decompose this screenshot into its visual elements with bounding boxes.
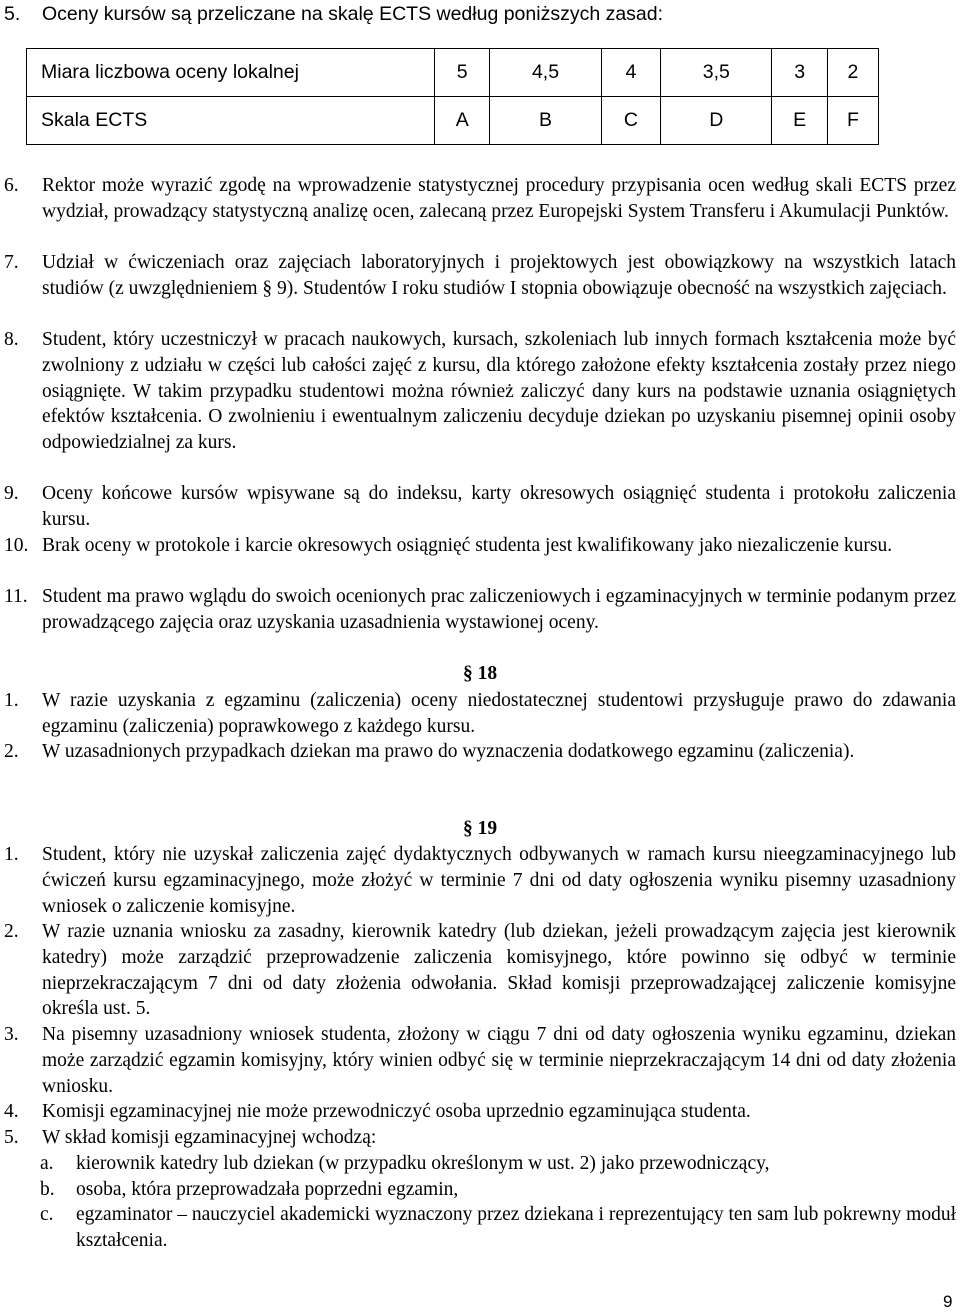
subitem-letter: a.: [40, 1153, 54, 1174]
table-cell: E: [772, 97, 827, 145]
s19-item-4: [4, 1099, 956, 1125]
item-number: 5.: [4, 3, 21, 25]
item-number: 2.: [4, 921, 19, 942]
s19-subitem-a: [40, 1151, 956, 1177]
s18-item-1: [4, 688, 956, 740]
table-row-label: Skala ECTS: [27, 97, 435, 145]
item-text: Udział w ćwiczeniach oraz zajęciach laboratoryjnych i projektowych jest obowiązkowy na wszystkich latach studiów (z uwzględnieniem § 9). Studentów I roku studiów I stopnia obowiązuje obecność na wszystkich zajęciach.: [42, 252, 956, 299]
item-number: 9.: [4, 483, 19, 504]
table-cell: C: [601, 97, 661, 145]
item-text: Oceny końcowe kursów wpisywane są do indeksu, karty okresowych osiągnięć studenta i protokołu zaliczenia kursu.: [42, 483, 956, 530]
s19-item-3: [4, 1022, 956, 1099]
table-cell: D: [661, 97, 772, 145]
item-number: 10.: [4, 535, 29, 556]
table-cell: B: [490, 97, 601, 145]
subitem-letter: b.: [40, 1179, 55, 1200]
item-text: Student, który nie uzyskał zaliczenia zajęć dydaktycznych odbywanych w ramach kursu nieegzaminacyjnego lub ćwiczeń kursu egzaminacyjnego, może złożyć w terminie 7 dni od daty ogłoszenia wyniku pisemny uzasadniony wniosek o zaliczenie komisyjne.: [42, 844, 956, 917]
table-cell: 4,5: [490, 49, 601, 97]
item-7: [4, 250, 956, 302]
item-number: 5.: [4, 1127, 19, 1148]
table-cell: 5: [435, 49, 490, 97]
item-text: W razie uznania wniosku za zasadny, kierownik katedry (lub dziekan, jeżeli prowadzącym zajęcia jest kierownik katedry) może zarządzić przeprowadzenie zaliczenia komisyjnego, które powinno się odbyć w terminie nieprzekraczającym 7 dni od daty złożenia odwołania. Skład komisji przeprowadzającej zaliczenie komisyjne określa ust. 5.: [42, 921, 956, 1020]
table-row: [27, 49, 879, 97]
item-5: [4, 2, 944, 28]
item-text: W uzasadnionych przypadkach dziekan ma prawo do wyznaczenia dodatkowego egzaminu (zaliczenia).: [42, 741, 855, 762]
item-number: 1.: [4, 844, 19, 865]
table-cell: 3,5: [661, 49, 772, 97]
subitem-letter: c.: [40, 1204, 54, 1225]
subitem-text: osoba, która przeprowadzała poprzedni egzamin,: [76, 1179, 459, 1200]
s18-item-2: [4, 739, 956, 765]
item-text: Komisji egzaminacyjnej nie może przewodniczyć osoba uprzednio egzaminująca studenta.: [42, 1101, 751, 1122]
table-cell: 2: [827, 49, 878, 97]
item-10: [4, 533, 956, 559]
table-cell: 4: [601, 49, 661, 97]
item-number: 2.: [4, 741, 19, 762]
item-9: [4, 481, 956, 533]
item-text: Na pisemny uzasadniony wniosek studenta, złożony w ciągu 7 dni od daty ogłoszenia wyniku egzaminu, dziekan może zarządzić egzamin komisyjny, który winien odbyć się w terminie nieprzekraczającym 14 dni od daty złożenia wniosku.: [42, 1024, 956, 1097]
page-number: 9: [943, 1292, 953, 1311]
item-number: 4.: [4, 1101, 19, 1122]
grade-conversion-table: [26, 48, 879, 145]
subitem-text: egzaminator – nauczyciel akademicki wyznaczony przez dziekana i reprezentujący ten sam lub pokrewny moduł kształcenia.: [76, 1204, 956, 1251]
item-number: 11.: [4, 586, 28, 607]
section-19-title: § 19: [462, 818, 498, 839]
item-text: Student, który uczestniczył w pracach naukowych, kursach, szkoleniach lub innych formach kształcenia może być zwolniony z udziału w części lub całości zajęć z kursu, dla którego założone efekty kształcenia zostały przez niego osiągnięte. W takim przypadku studentowi można również zaliczyć dany kurs na podstawie uznania osiągniętych efektów kształcenia. O zwolnieniu i ewentualnym zaliczeniu decyduje dziekan po uzyskaniu pisemnej opinii osoby odpowiedzialnej za kurs.: [42, 329, 956, 454]
item-text: Student ma prawo wglądu do swoich ocenionych prac zaliczeniowych i egzaminacyjnych w terminie podanym przez prowadzącego zajęcia oraz uzyskania uzasadnienia wystawionej oceny.: [42, 586, 956, 633]
item-text: W skład komisji egzaminacyjnej wchodzą:: [42, 1127, 377, 1148]
item-number: 1.: [4, 690, 19, 711]
table-row-label: Miara liczbowa oceny lokalnej: [27, 49, 435, 97]
table-cell: F: [827, 97, 878, 145]
table-cell: A: [435, 97, 490, 145]
item-number: 6.: [4, 175, 19, 196]
s19-subitem-c: [40, 1202, 956, 1254]
subitem-text: kierownik katedry lub dziekan (w przypadku określonym w ust. 2) jako przewodniczący,: [76, 1153, 770, 1174]
s19-item-1: [4, 842, 956, 919]
item-text: Oceny kursów są przeliczane na skalę ECTS według poniższych zasad:: [42, 3, 664, 25]
item-number: 8.: [4, 329, 19, 350]
item-number: 3.: [4, 1024, 19, 1045]
item-text: Rektor może wyrazić zgodę na wprowadzenie statystycznej procedury przypisania ocen według skali ECTS przez wydział, prowadzący statystyczną analizę ocen, zalecaną przez Europejski System Transferu i Akumulacji Punktów.: [42, 175, 956, 222]
item-text: Brak oceny w protokole i karcie okresowych osiągnięć studenta jest kwalifikowany jako niezaliczenie kursu.: [42, 535, 893, 556]
item-text: W razie uzyskania z egzaminu (zaliczenia) oceny niedostatecznej studentowi przysługuje prawo do zdawania egzaminu (zaliczenia) poprawkowego z każdego kursu.: [42, 690, 956, 737]
s19-item-5: [4, 1125, 956, 1151]
s19-item-2: [4, 919, 956, 1022]
item-11: [4, 584, 956, 636]
item-8: [4, 327, 956, 456]
item-number: 7.: [4, 252, 19, 273]
s19-subitem-b: [40, 1177, 956, 1203]
section-18-title: § 18: [462, 663, 498, 684]
item-6: [4, 173, 956, 225]
table-row: [27, 97, 879, 145]
table-cell: 3: [772, 49, 827, 97]
